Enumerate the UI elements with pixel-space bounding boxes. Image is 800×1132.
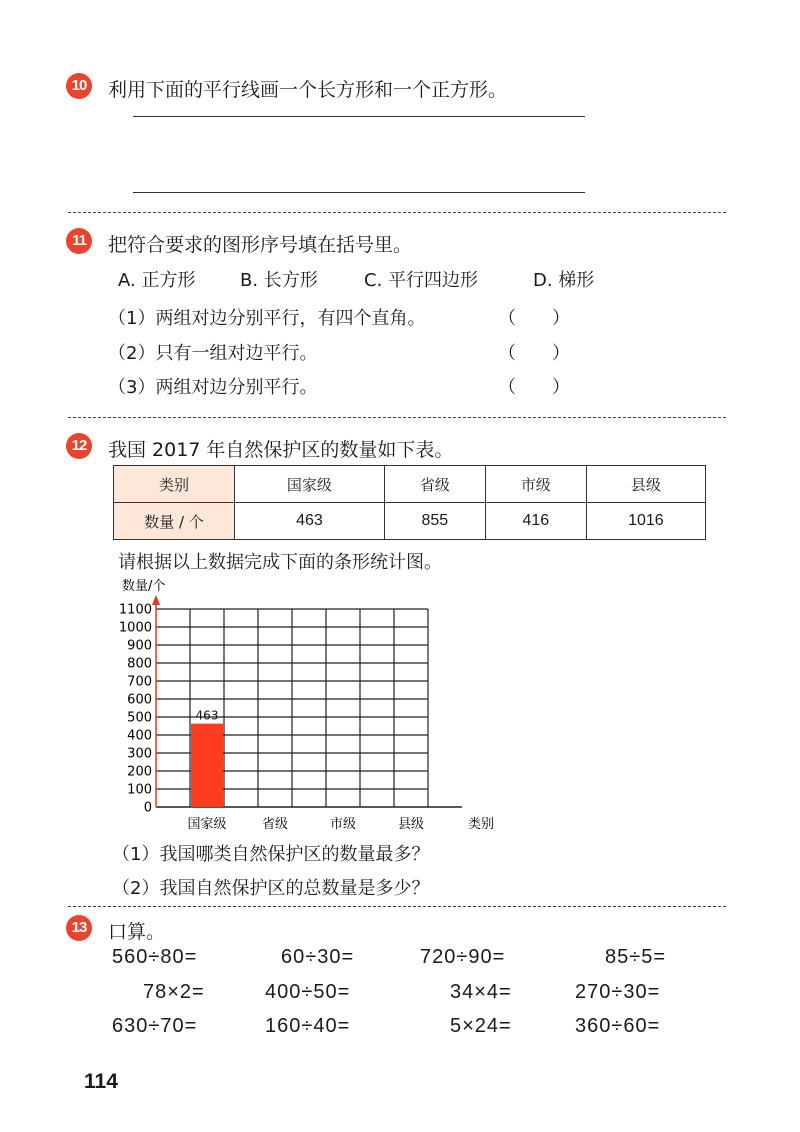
y-tick-label: 1000 (118, 620, 152, 636)
answer-blank-3[interactable]: （ ） (498, 377, 570, 398)
y-tick-label: 100 (127, 782, 152, 798)
bar-chart[interactable] (100, 575, 520, 837)
page-number: 114 (84, 1070, 118, 1093)
chart-question-2: （2）我国自然保护区的总数量是多少？ (112, 878, 430, 899)
y-tick-label: 1100 (118, 602, 152, 618)
x-axis-label: 类别 (468, 817, 495, 832)
table-column-header: 国家级 (235, 466, 385, 503)
calc-item: 270÷30= (575, 981, 661, 1003)
table-header-label: 类别 (114, 466, 235, 503)
y-tick-label: 800 (127, 656, 152, 672)
question-13-badge: 13 (66, 915, 92, 941)
calc-item: 34×4= (450, 981, 512, 1003)
question-10-badge: 10 (66, 73, 92, 99)
section-divider (68, 417, 726, 418)
y-tick-label: 300 (127, 746, 152, 762)
bar-data-label: 463 (195, 708, 219, 723)
option-c: C. 平行四边形 (364, 270, 479, 291)
chart-instruction: 请根据以上数据完成下面的条形统计图。 (118, 552, 442, 573)
y-axis-label: 数量/个 (122, 579, 166, 594)
calc-item: 560÷80= (112, 946, 198, 968)
chart-question-1: （1）我国哪类自然保护区的数量最多？ (112, 844, 430, 865)
calc-item: 400÷50= (265, 981, 351, 1003)
table-cell: 416 (485, 503, 586, 540)
y-tick-label: 400 (127, 728, 152, 744)
calc-item: 78×2= (143, 981, 205, 1003)
question-11-badge: 11 (66, 228, 92, 254)
section-divider (68, 212, 726, 213)
y-tick-label: 200 (127, 764, 152, 780)
y-axis-arrow (152, 595, 160, 605)
table-cell: 855 (384, 503, 485, 540)
question-11-text: 把符合要求的图形序号填在括号里。 (108, 234, 413, 256)
parallel-line-bottom (133, 192, 585, 193)
y-tick-label: 0 (143, 800, 152, 816)
option-b: B. 长方形 (240, 270, 318, 291)
option-a: A. 正方形 (118, 270, 196, 291)
option-d: D. 梯形 (533, 270, 595, 291)
reserve-count-table (113, 465, 706, 540)
answer-blank-2[interactable]: （ ） (498, 343, 570, 364)
y-tick-label: 500 (127, 710, 152, 726)
table-column-header: 市级 (485, 466, 586, 503)
question-11-item-3: （3）两组对边分别平行。 (108, 377, 318, 398)
bar (191, 724, 223, 807)
calc-item: 160÷40= (265, 1015, 351, 1037)
x-tick-label: 省级 (261, 817, 289, 832)
question-11-item-2: （2）只有一组对边平行。 (108, 343, 318, 364)
question-13-text: 口算。 (108, 921, 166, 943)
table-column-header: 省级 (384, 466, 485, 503)
chart-bars (191, 709, 223, 807)
answer-blank-1[interactable]: （ ） (498, 308, 570, 329)
table-cell: 463 (235, 503, 385, 540)
calc-item: 630÷70= (112, 1015, 198, 1037)
table-header-row (114, 466, 706, 503)
question-11-item-1: （1）两组对边分别平行，有四个直角。 (108, 308, 426, 329)
y-tick-label: 900 (127, 638, 152, 654)
calc-item: 360÷60= (575, 1015, 661, 1037)
y-axis-ticks (119, 603, 152, 816)
x-tick-label: 县级 (397, 817, 425, 832)
table-row-label: 数量 / 个 (114, 503, 235, 540)
table-column-header: 县级 (586, 466, 705, 503)
parallel-line-top (133, 116, 585, 117)
question-12-badge: 12 (66, 433, 92, 459)
table-cell: 1016 (586, 503, 705, 540)
x-tick-label: 国家级 (187, 817, 227, 832)
section-divider (68, 906, 726, 907)
calc-item: 60÷30= (281, 946, 355, 968)
table-row (114, 503, 706, 540)
question-12-text: 我国 2017 年自然保护区的数量如下表。 (108, 439, 454, 461)
calc-item: 85÷5= (605, 946, 667, 968)
x-axis-labels (187, 816, 424, 832)
question-10-text: 利用下面的平行线画一个长方形和一个正方形。 (108, 79, 508, 101)
y-tick-label: 700 (127, 674, 152, 690)
calc-item: 5×24= (450, 1015, 512, 1037)
x-tick-label: 市级 (329, 817, 357, 832)
y-tick-label: 600 (127, 692, 152, 708)
calc-item: 720÷90= (420, 946, 506, 968)
